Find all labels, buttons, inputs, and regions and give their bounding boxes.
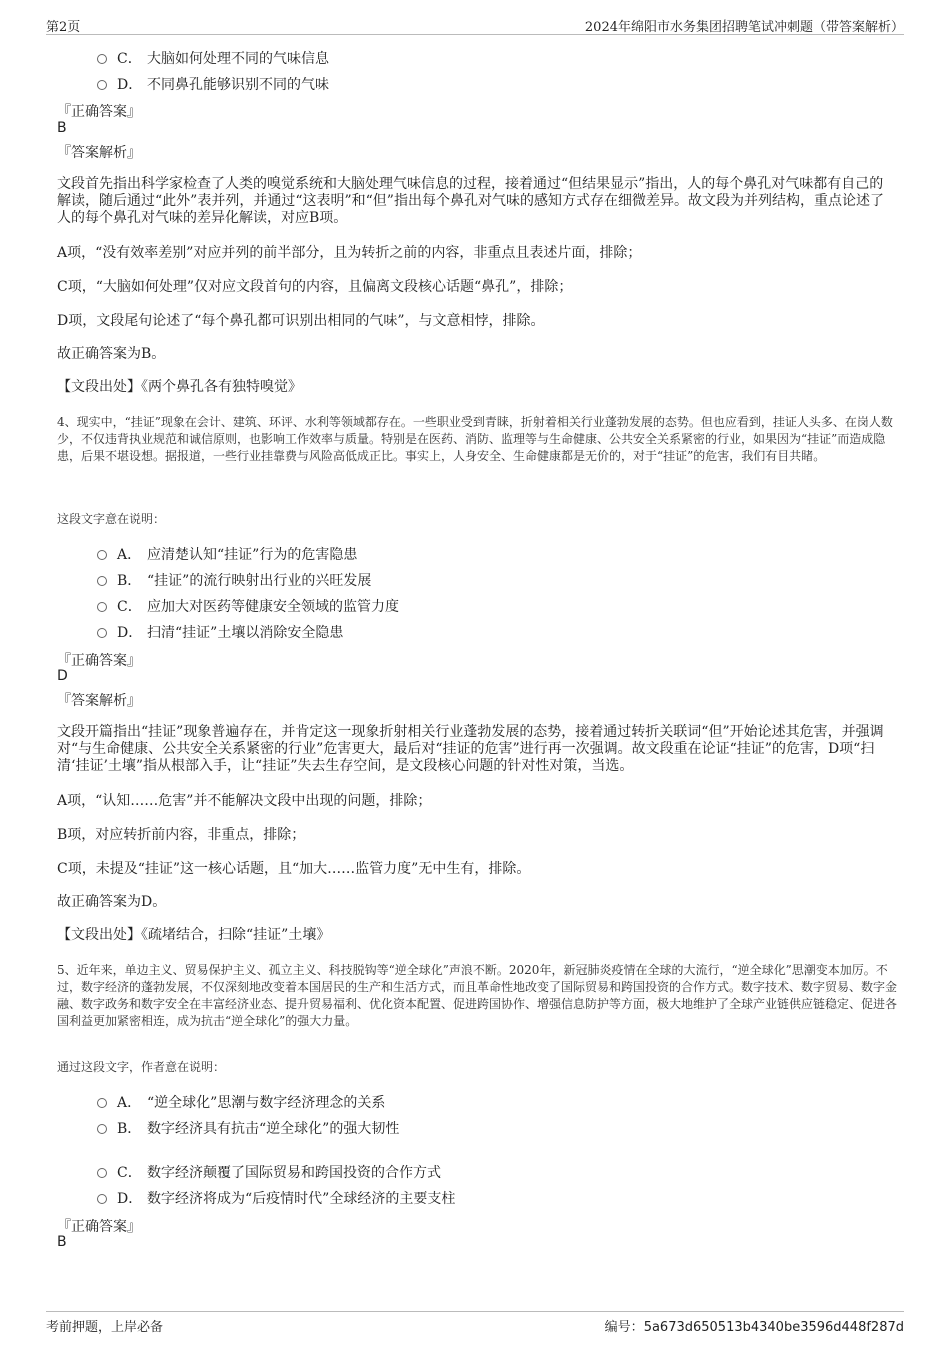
radio-icon[interactable] (97, 54, 107, 64)
option-q5-c[interactable]: C． 数字经济颠覆了国际贸易和跨国投资的合作方式 (97, 1162, 441, 1182)
question-prompt: 通过这段文字，作者意在说明： (57, 1060, 226, 1074)
radio-icon[interactable] (97, 1194, 107, 1204)
option-q3-c[interactable]: C． 大脑如何处理不同的气味信息 (97, 48, 329, 68)
radio-icon[interactable] (97, 1124, 107, 1134)
analysis-label: 『答案解析』 (57, 693, 141, 709)
analysis-note: D项，文段尾句论述了“每个鼻孔都可识别出相同的气味”，与文意相悖，排除。 (57, 313, 545, 329)
page-footer (46, 1311, 904, 1334)
answer-value: B (57, 1234, 67, 1250)
footer-code: 编号：5a673d650513b4340be3596d448f287d (604, 1320, 904, 1335)
document-title: 2024年绵阳市水务集团招聘笔试冲刺题（带答案解析） (584, 20, 904, 35)
option-q4-b[interactable]: B． “挂证”的流行映射出行业的兴旺发展 (97, 570, 371, 590)
radio-icon[interactable] (97, 576, 107, 586)
analysis-note: C项，“大脑如何处理”仅对应文段首句的内容，且偏离文段核心话题“鼻孔”，排除； (57, 279, 573, 295)
radio-icon[interactable] (97, 628, 107, 638)
question-stem: 5、近年来，单边主义、贸易保护主义、孤立主义、科技脱钩等“逆全球化”声浪不断。2020年，新冠肺炎疫情在全球的大流行，“逆全球化”思潮变本加厉。不过，数字经济的蓬勃发展，不仅深刻地改变着本国居民的生产和生活方式，而且革命性地改变了国际贸易和跨国投资的合作方式。数字技术、数字贸易、数字金融、数字政务和数字安全在丰富经济业态、提升贸易福利、优化资本配置、促进跨国协作、增强信息防护等方面，极大地维护了全球产业链供应链稳定、促进各国利益更加紧密相连，成为抗击“逆全球化”的强大力量。 (57, 963, 898, 1028)
radio-icon[interactable] (97, 1098, 107, 1108)
answer-label: 『正确答案』 (57, 104, 141, 120)
page-header (46, 14, 904, 35)
footer-slogan: 考前押题，上岸必备 (46, 1320, 164, 1335)
question-stem: 4、现实中，“挂证”现象在会计、建筑、环评、水利等领域都存在。一些职业受到青睐，折射着相关行业蓬勃发展的态势。但也应看到，挂证人头多、在岗人数少，不仅违背执业规范和诚信原则，也影响工作效率与质量。特别是在医药、消防、监理等与生命健康、公共安全关系紧密的行业，如果因为“挂证”而造成隐患，后果不堪设想。据报道，一些行业挂靠费与风险高低成正比。事实上，人身安全、生命健康都是无价的，对于“挂证”的危害，我们有目共睹。 (57, 415, 893, 463)
radio-icon[interactable] (97, 602, 107, 612)
analysis-note: A项，“认知……危害”并不能解决文段中出现的问题，排除； (57, 793, 432, 809)
option-q5-b[interactable]: B． 数字经济具有抗击“逆全球化”的强大韧性 (97, 1118, 399, 1138)
option-q4-c[interactable]: C． 应加大对医药等健康安全领域的监管力度 (97, 596, 399, 616)
radio-icon[interactable] (97, 80, 107, 90)
radio-icon[interactable] (97, 550, 107, 560)
source-citation: 【文段出处】《疏堵结合，扫除“挂证”土壤》 (57, 927, 331, 943)
source-citation: 【文段出处】《两个鼻孔各有独特嗅觉》 (57, 379, 302, 395)
analysis-note: B项，对应转折前内容，非重点，排除； (57, 827, 306, 843)
analysis-conclusion: 故正确答案为B。 (57, 346, 166, 362)
page-number: 第2页 (46, 20, 81, 35)
option-q3-d[interactable]: D． 不同鼻孔能够识别不同的气味 (97, 74, 329, 94)
radio-icon[interactable] (97, 1168, 107, 1178)
option-q5-a[interactable]: A． “逆全球化”思潮与数字经济理念的关系 (97, 1092, 385, 1112)
option-q4-d[interactable]: D． 扫清“挂证”土壤以消除安全隐患 (97, 622, 343, 642)
analysis-note: C项，未提及“挂证”这一核心话题，且“加大……监管力度”无中生有，排除。 (57, 861, 531, 877)
question-prompt: 这段文字意在说明： (57, 512, 166, 526)
option-q5-d[interactable]: D． 数字经济将成为“后疫情时代”全球经济的主要支柱 (97, 1188, 455, 1208)
analysis-note: A项，“没有效率差别”对应并列的前半部分，且为转折之前的内容，非重点且表述片面，排除； (57, 245, 642, 261)
analysis-label: 『答案解析』 (57, 145, 141, 161)
analysis-text: 文段首先指出科学家检查了人类的嗅觉系统和大脑处理气味信息的过程，接着通过“但结果显示”指出，人的每个鼻孔对气味都有自己的解读，随后通过“此外”表并列，并通过“这表明”和“但”指出每个鼻孔对气味的感知方式存在细微差异。故文段为并列结构，重点论述了人的每个鼻孔对气味的差异化解读，对应B项。 (57, 176, 884, 226)
answer-label: 『正确答案』 (57, 1219, 141, 1235)
option-q4-a[interactable]: A． 应清楚认知“挂证”行为的危害隐患 (97, 544, 357, 564)
analysis-text: 文段开篇指出“挂证”现象普遍存在，并肯定这一现象折射相关行业蓬勃发展的态势，接着通过转折关联词“但”开始论述其危害，并强调对“与生命健康、公共安全关系紧密的行业”危害更大，最后对“挂证的危害”进行再一次强调。故文段重在论证“挂证”的危害，D项“扫清‘挂证’土壤”指从根部入手，让“挂证”失去生存空间，是文段核心问题的针对性对策，当选。 (57, 724, 884, 774)
answer-value: B (57, 120, 67, 136)
answer-label: 『正确答案』 (57, 653, 141, 669)
analysis-conclusion: 故正确答案为D。 (57, 894, 167, 910)
answer-value: D (57, 668, 68, 684)
